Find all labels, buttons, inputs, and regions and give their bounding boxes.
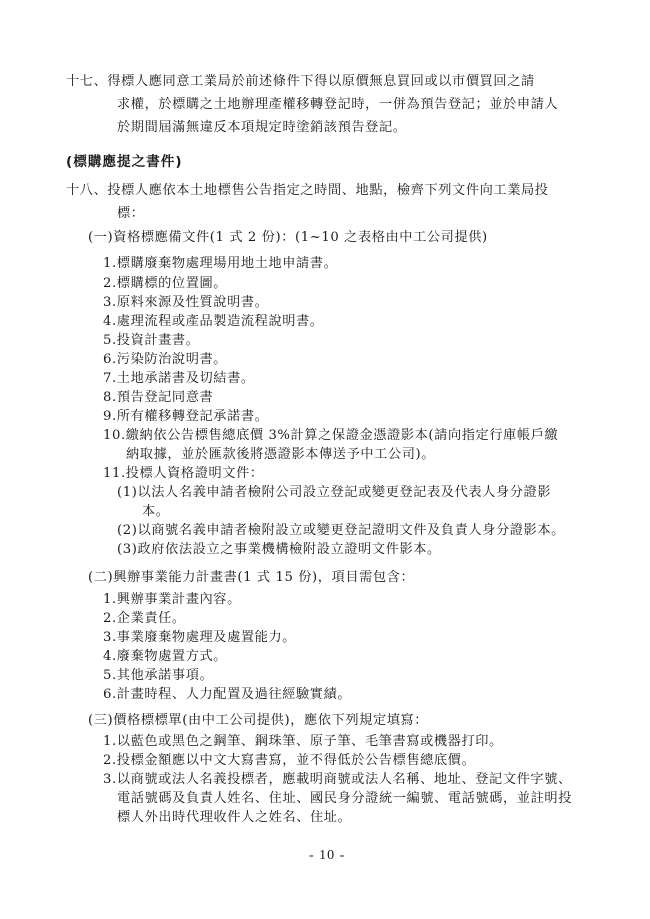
clause17-line3: 於期間屆滿無違反本項規定時塗銷該預告登記。 (117, 120, 407, 135)
part3-title: (三)價格標標單(由中工公司提供)，應依下列規定填寫： (88, 713, 429, 728)
part1-item-4: 4.處理流程或產品製造流程說明書。 (103, 314, 324, 329)
part2-item-6: 6.計畫時程、人力配置及過往經驗實績。 (103, 687, 352, 702)
part3-item-3-line3: 標人外出時代理收件人之姓名、住址。 (117, 810, 352, 825)
part1-item-9: 9.所有權移轉登記承諾書。 (103, 409, 269, 424)
part2-item-5: 5.其他承諾事項。 (103, 668, 214, 683)
section-heading: (標購應提之書件) (66, 154, 183, 170)
part1-item-8: 8.預告登記同意書 (103, 390, 214, 405)
part3-item-3-line2: 電話號碼及負責人姓名、住址、國民身分證統一編號、電話號碼，並註明投 (117, 791, 572, 806)
part1-item-11-title: 11.投標人資格證明文件： (103, 466, 264, 481)
part3-item-2: 2.投標金額應以中文大寫書寫，並不得低於公告標售總底價。 (103, 753, 476, 768)
part2-item-3: 3.事業廢棄物處理及處置能力。 (103, 630, 297, 645)
part1-item-10-line1: 10.繳納依公告標售總底價 3%計算之保證金憑證影本(請向指定行庫帳戶繳 (103, 428, 559, 443)
part2-item-1: 1.興辦事業計畫內容。 (103, 592, 241, 607)
part1-sub1-line1: (1)以法人名義申請者檢附公司設立登記或變更登記表及代表人身分證影 (117, 485, 552, 500)
part3-item-3-line1: 3.以商號或法人名義投標者，應載明商號或法人名稱、地址、登記文件字號、 (103, 772, 572, 787)
part1-item-10-line2: 納取據，並於匯款後將憑證影本傳送予中工公司)。 (126, 447, 436, 462)
part1-item-2: 2.標購標的位置圖。 (103, 276, 228, 291)
part1-item-1: 1.標購廢棄物處理場用地土地申請書。 (103, 256, 338, 271)
part1-sub3: (3)政府依法設立之事業機構檢附設立證明文件影本。 (117, 542, 441, 557)
part2-item-2: 2.企業責任。 (103, 611, 186, 626)
clause17-line2: 求權，於標購之土地辦理產權移轉登記時，一併為預告登記；並於申請人 (117, 97, 559, 112)
part1-item-7: 7.土地承諾書及切結書。 (103, 371, 255, 386)
part1-item-3: 3.原料來源及性質說明書。 (103, 295, 269, 310)
part3-item-1: 1.以藍色或黑色之鋼筆、鋼珠筆、原子筆、毛筆書寫或機器打印。 (103, 734, 503, 749)
part2-item-4: 4.廢棄物處置方式。 (103, 649, 228, 664)
part1-title: (一)資格標應備文件(1 式 2 份)：(1~10 之表格由中工公司提供) (88, 230, 488, 245)
part2-title: (二)興辦事業能力計畫書(1 式 15 份)，項目需包含： (88, 570, 415, 585)
clause17-line1: 十七、得標人應同意工業局於前述條件下得以原價無息買回或以市價買回之請 (66, 74, 535, 89)
clause18-line1: 十八、投標人應依本土地標售公告指定之時間、地點，檢齊下列文件向工業局投 (66, 183, 549, 198)
clause18-line2: 標： (117, 206, 145, 221)
part1-sub1-line2: 本。 (142, 504, 170, 519)
part1-item-5: 5.投資計畫書。 (103, 333, 200, 348)
page-number: - 10 - (309, 848, 346, 863)
part1-sub2: (2)以商號名義申請者檢附設立或變更登記證明文件及負責人身分證影本。 (117, 523, 565, 538)
part1-item-6: 6.污染防治說明書。 (103, 352, 228, 367)
